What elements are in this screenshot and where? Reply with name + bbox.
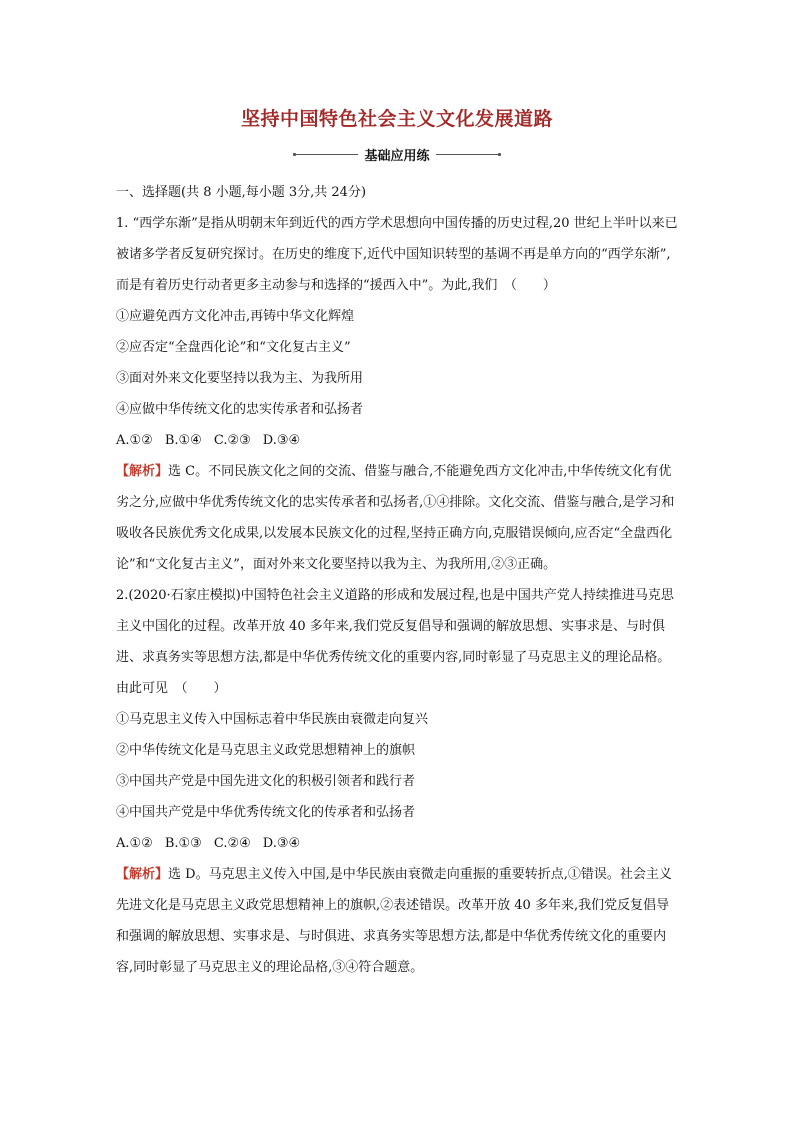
- question-2-analysis: [116, 859, 682, 983]
- question-1-options: [116, 425, 682, 456]
- question-2-stem: 2.(2020·石家庄模拟)中国特色社会主义道路的形成和发展过程,也是中国共产党人持续推进马克思主义中国化的过程。改革开放 40 多年来,我们党反复倡导和强调的解放思想、实事求是、与时俱进、求真务实等思想方法,都是中华优秀传统文化的重要内容,同时彰显了马克思主义的理论品格。由此可见 （ ）: [116, 588, 674, 696]
- question-1-option-a: A.①②: [116, 433, 153, 448]
- question-1-analysis-text: 选 C。不同民族文化之间的交流、借鉴与融合,不能避免西方文化冲击,中华传统文化有优劣之分,应做中华优秀传统文化的忠实传承者和弘扬者,①④排除。文化交流、借鉴与融合,是学习和吸收各民族优秀文化成果,以发展本民族文化的过程,坚持正确方向,克服错误倾向,应否定“全盘西化论”和“文化复古主义”，面对外来文化要坚持以我为主、为我所用,②③正确。: [116, 464, 675, 572]
- document-body: [116, 177, 682, 983]
- divider-line-left: [296, 154, 358, 155]
- question-2-option-b: B.①③: [164, 836, 202, 851]
- question-1-statement-4: ④应做中华传统文化的忠实传承者和弘扬者: [116, 402, 364, 417]
- section-divider: [0, 145, 794, 163]
- section-heading: 一、选择题(共 8 小题,每小题 3分,共 24分): [116, 185, 367, 200]
- question-2-option-d: D.③④: [262, 836, 301, 851]
- question-1-option-b: B.①④: [164, 433, 202, 448]
- question-2-option-c: C.②④: [213, 836, 251, 851]
- question-2-option-a: A.①②: [116, 836, 153, 851]
- analysis-label: 【解析】: [116, 867, 169, 882]
- question-2-statement-2: ②中华传统文化是马克思主义政党思想精神上的旗帜: [116, 743, 416, 758]
- question-1-statement-3: ③面对外来文化要坚持以我为主、为我所用: [116, 371, 364, 386]
- question-1-analysis: [116, 456, 682, 580]
- question-1-stem: 1. “西学东渐”是指从明朝末年到近代的西方学术思想向中国传播的历史过程,20 世纪上半叶以来已被诸多学者反复研究探讨。在历史的维度下,近代中国知识转型的基调不再是单方向的“西学东渐”,而是有着历史行动者更多主动参与和选择的“援西入中”。为此,我们 （ ）: [116, 216, 678, 293]
- section-label: 基础应用练: [364, 148, 430, 164]
- question-2-statement-4: ④中国共产党是中华优秀传统文化的传承者和弘扬者: [116, 805, 416, 820]
- question-2-statement-1: ①马克思主义传入中国标志着中华民族由衰微走向复兴: [116, 712, 429, 727]
- question-1-statement-1: ①应避免西方文化冲击,再铸中华文化辉煌: [116, 309, 355, 324]
- document-title: 坚持中国特色社会主义文化发展道路: [240, 108, 553, 130]
- divider-dot-right: [498, 153, 501, 156]
- question-2-analysis-text: 选 D。马克思主义传入中国,是中华民族由衰微走向重振的重要转折点,①错误。社会主义先进文化是马克思主义政党思想精神上的旗帜,②表述错误。改革开放 40 多年来,我们党反复倡导和强调的解放思想、实事求是、与时俱进、求真务实等思想方法,都是中华优秀传统文化的重要内容,同时彰显了马克思主义的理论品格,③④符合题意。: [116, 867, 672, 975]
- question-1-option-c: C.②③: [213, 433, 251, 448]
- question-1-option-d: D.③④: [262, 433, 301, 448]
- question-1-statement-2: ②应否定“全盘西化论”和“文化复古主义”: [116, 340, 351, 355]
- question-2-options: [116, 828, 682, 859]
- divider-line-right: [436, 154, 498, 155]
- question-2-statement-3: ③中国共产党是中国先进文化的积极引领者和践行者: [116, 774, 416, 789]
- analysis-label: 【解析】: [116, 464, 169, 479]
